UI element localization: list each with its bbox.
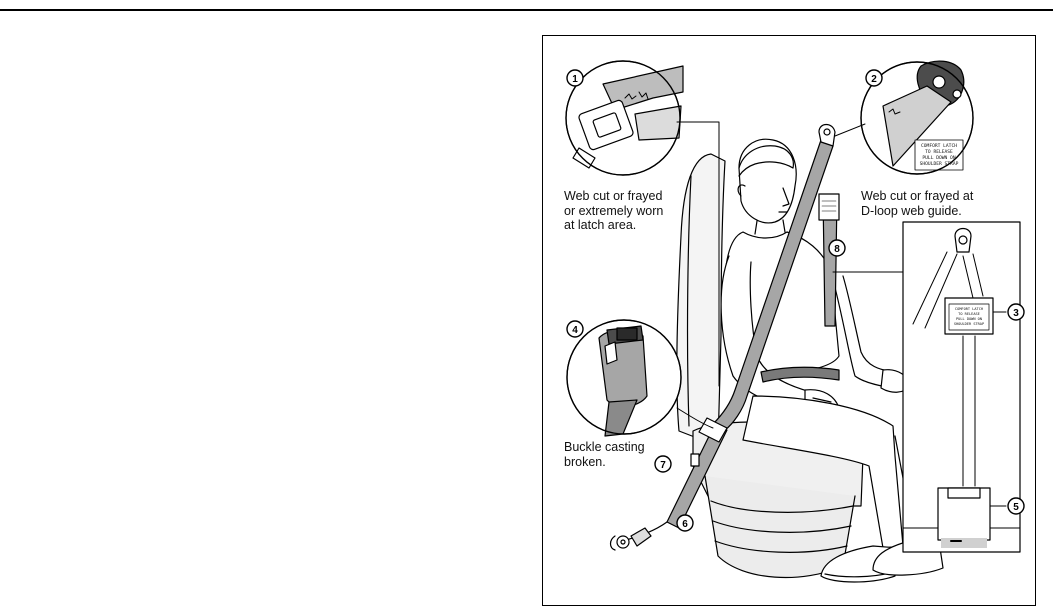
callout-4 [567,321,583,337]
svg-text:5: 5 [1013,502,1019,513]
callout-3 [1008,304,1024,320]
comfort-latch-label-line-1: COMFORT LATCH [921,144,957,149]
callout-1 [567,70,583,86]
svg-text:4: 4 [572,325,578,336]
callout-5 [1008,498,1024,514]
seat-back [677,154,725,446]
callout-8 [829,240,845,256]
callout-2 [866,70,882,86]
svg-text:6: 6 [682,519,688,530]
panel-latch-label-line-4: SHOULDER STRAP [953,322,985,326]
svg-text:2: 2 [871,74,877,85]
header-rule [0,9,1053,11]
panel-latch-label-line-1: COMFORT LATCH [954,307,984,311]
svg-text:1: 1 [572,74,578,85]
svg-text:8: 8 [834,244,840,255]
callout-6 [677,515,693,531]
comfort-latch-label-line-4: SHOULDER STRAP [919,162,959,167]
comfort-latch-label-line-2: TO RELEASE [925,150,953,155]
seat-belt-inspection-figure [542,35,1036,606]
caption-d-loop: Web cut or frayed at D-loop web guide. [861,189,974,218]
panel-latch-label-line-2: TO RELEASE [958,312,980,316]
svg-text:3: 3 [1013,308,1019,319]
svg-text:7: 7 [660,460,666,471]
caption-latch-area: Web cut or frayed or extremely worn at latch area. [564,189,664,232]
caption-buckle-casting: Buckle casting broken. [564,440,645,469]
callout-7 [655,456,671,472]
seat-belt-illustration [543,36,1036,606]
comfort-latch-label-line-3: PULL DOWN ON [922,156,956,161]
panel-latch-label-line-3: PULL DOWN ON [956,317,982,321]
